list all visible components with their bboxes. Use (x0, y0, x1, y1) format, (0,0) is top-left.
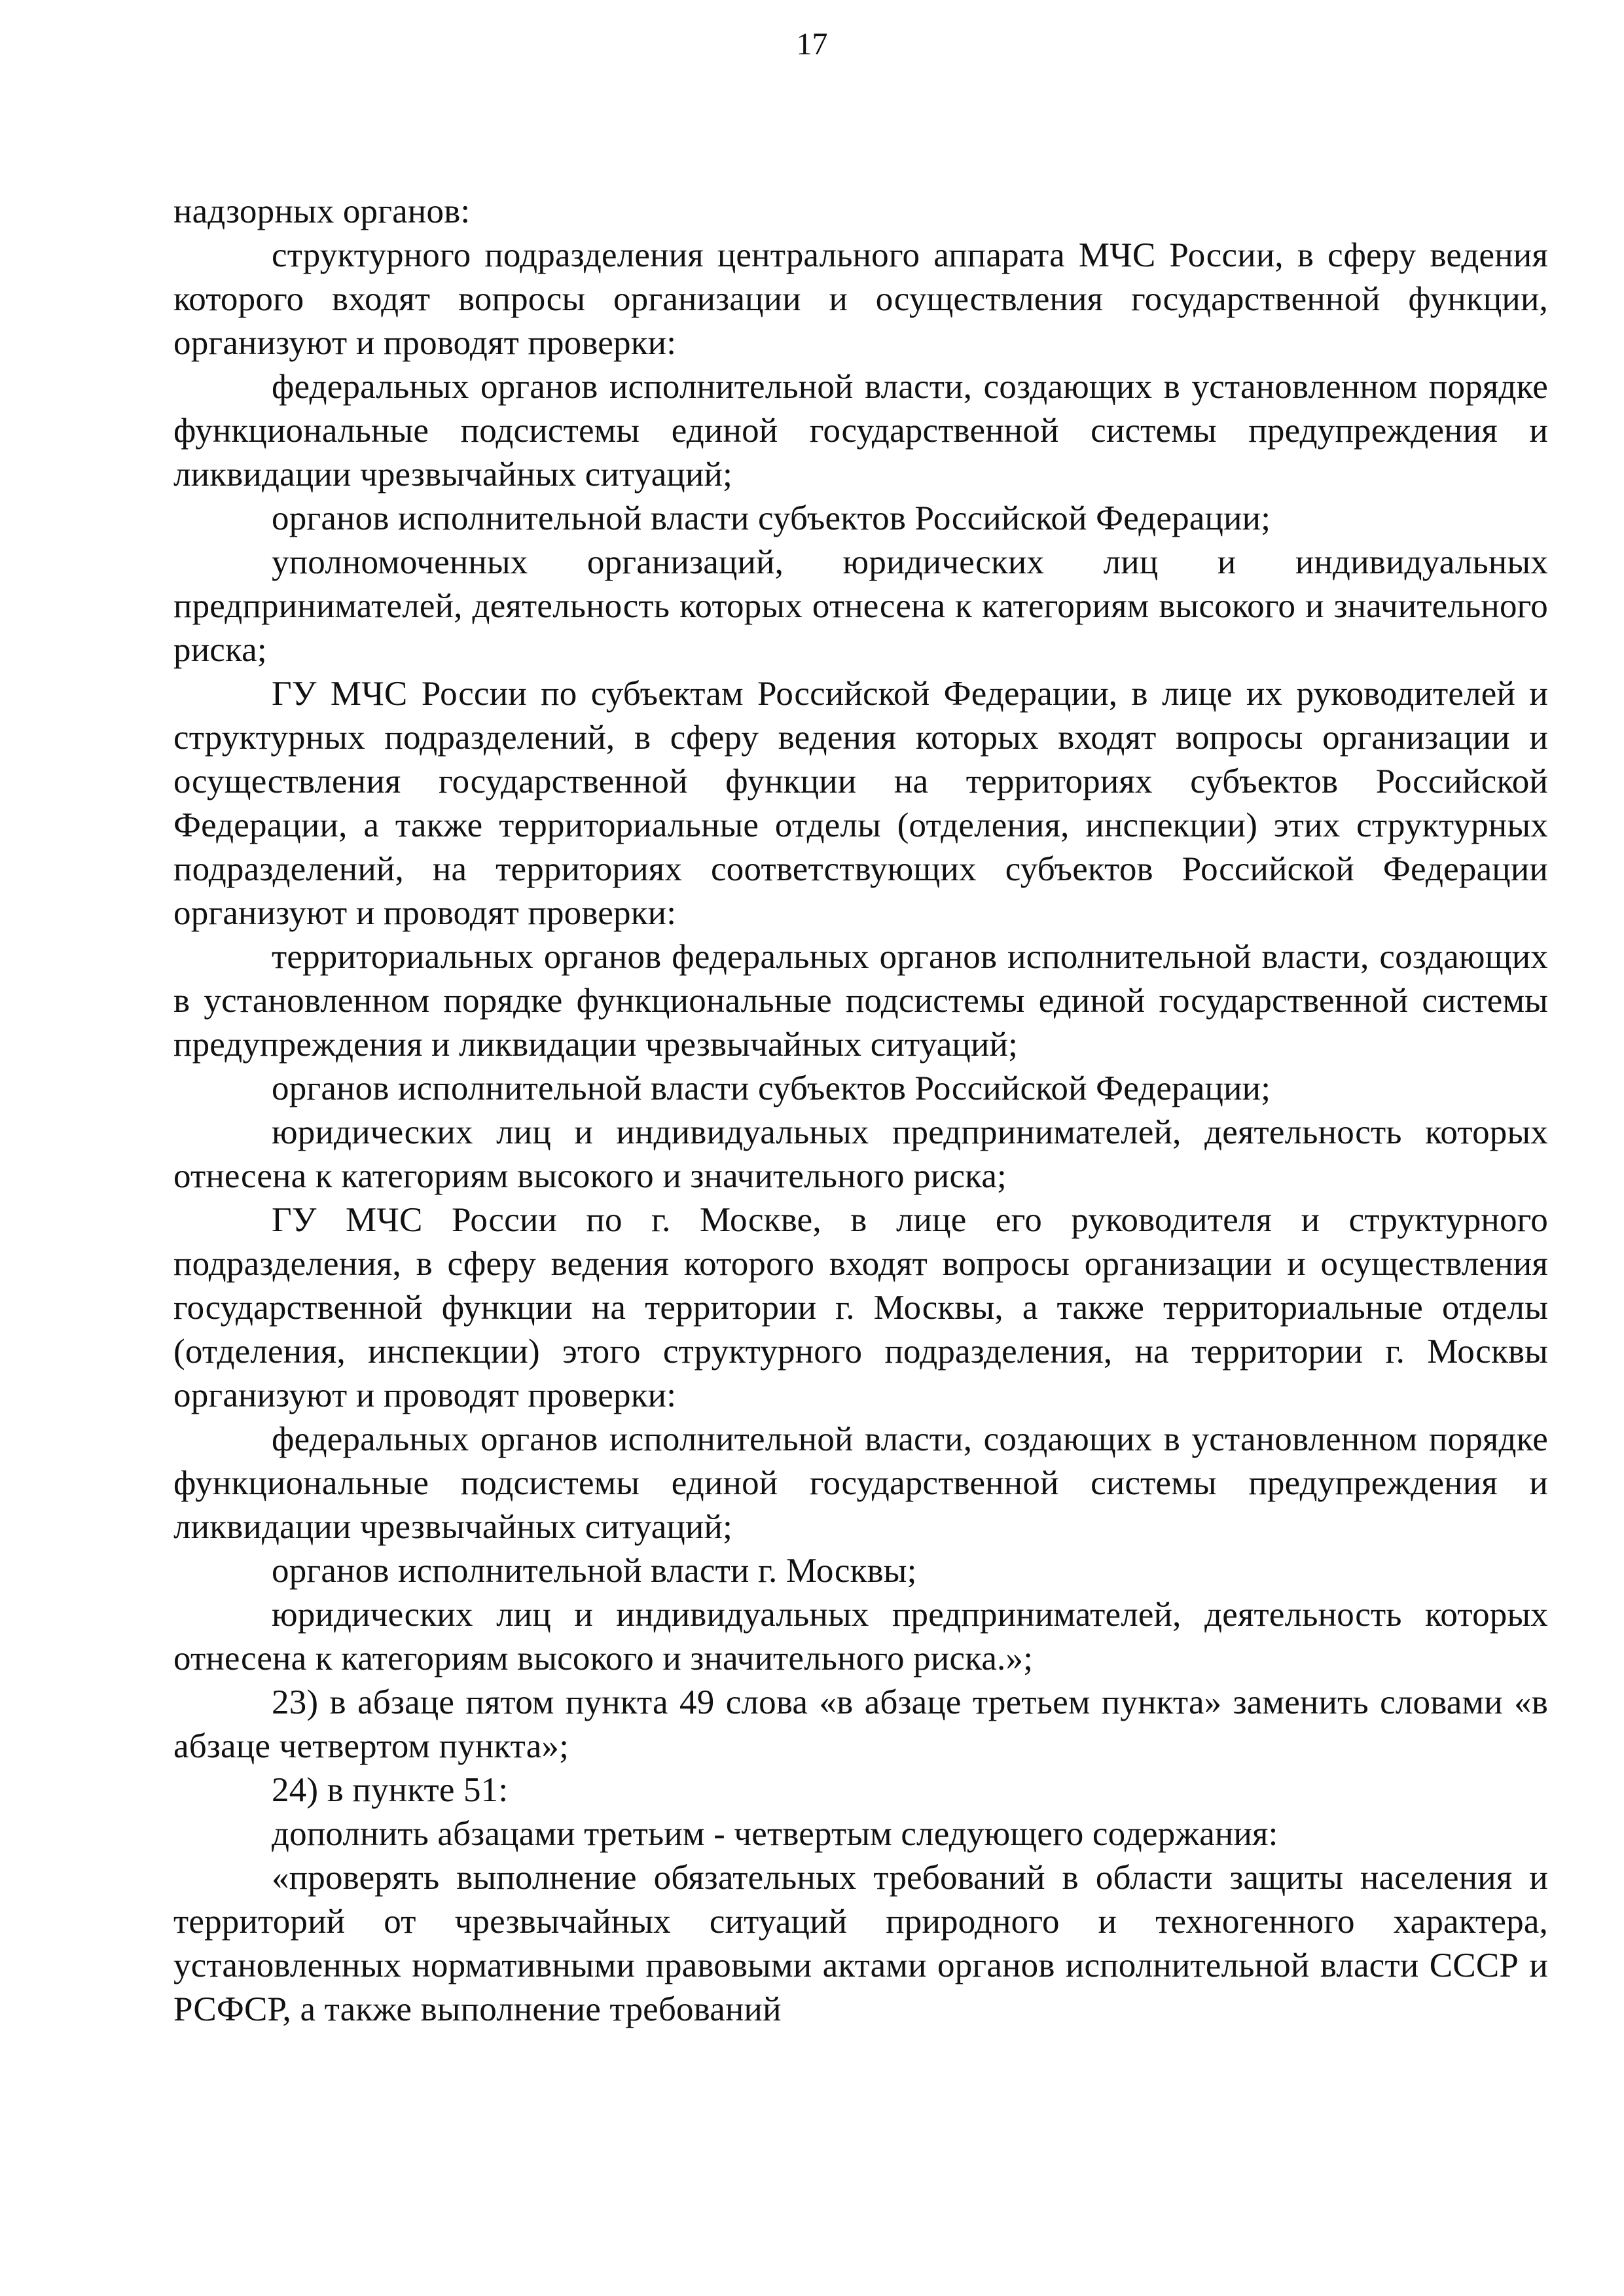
paragraph: органов исполнительной власти субъектов Российской Федерации; (272, 1069, 1271, 1107)
paragraph: «проверять выполнение обязательных требований в области защиты населения и территорий от чрезвычайных ситуаций природного и техногенного характера, установленных нормативными правовыми актами органов исполнительной власти СССР и РСФСР, а также выполнение требований (173, 1859, 1548, 2028)
document-body (173, 190, 1548, 2032)
paragraph: ГУ МЧС России по субъектам Российской Федерации, в лице их руководителей и структурных подразделений, в сферу ведения которых входят вопросы организации и осуществления государственной функции на территориях субъектов Российской Федерации, а также территориальные отделы (отделения, инспекции) этих структурных подразделений, на территориях соответствующих субъектов Российской Федерации организуют и проводят проверки: (173, 675, 1548, 932)
paragraph: федеральных органов исполнительной власти, создающих в установленном порядке функциональные подсистемы единой государственной системы предупреждения и ликвидации чрезвычайных ситуаций; (173, 368, 1548, 493)
paragraph: структурного подразделения центрального аппарата МЧС России, в сферу ведения которого входят вопросы организации и осуществления государственной функции, организуют и проводят проверки: (173, 236, 1548, 362)
paragraph: 23) в абзаце пятом пункта 49 слова «в абзаце третьем пункта» заменить словами «в абзаце четвертом пункта»; (173, 1683, 1548, 1765)
paragraph: юридических лиц и индивидуальных предпринимателей, деятельность которых отнесена к категориям высокого и значительного риска.»; (173, 1596, 1548, 1677)
paragraph: юридических лиц и индивидуальных предпринимателей, деятельность которых отнесена к категориям высокого и значительного риска; (173, 1113, 1548, 1195)
paragraph: 24) в пункте 51: (272, 1771, 509, 1809)
paragraph: органов исполнительной власти субъектов Российской Федерации; (272, 499, 1271, 537)
paragraph: ГУ МЧС России по г. Москве, в лице его руководителя и структурного подразделения, в сферу ведения которого входят вопросы организации и осуществления государственной функции на территории г. Москвы, а также территориальные отделы (отделения, инспекции) этого структурного подразделения, на территории г. Москвы организуют и проводят проверки: (173, 1201, 1548, 1414)
paragraph: уполномоченных организаций, юридических лиц и индивидуальных предпринимателей, деятельность которых отнесена к категориям высокого и значительного риска; (173, 543, 1548, 669)
page-number: 17 (796, 27, 828, 62)
paragraph: территориальных органов федеральных органов исполнительной власти, создающих в установленном порядке функциональные подсистемы единой государственной системы предупреждения и ликвидации чрезвычайных ситуаций; (173, 938, 1548, 1064)
paragraph: федеральных органов исполнительной власти, создающих в установленном порядке функциональные подсистемы единой государственной системы предупреждения и ликвидации чрезвычайных ситуаций; (173, 1420, 1548, 1546)
paragraph: дополнить абзацами третьим - четвертым следующего содержания: (272, 1815, 1278, 1853)
paragraph: надзорных органов: (173, 192, 471, 230)
paragraph: органов исполнительной власти г. Москвы; (272, 1552, 917, 1590)
